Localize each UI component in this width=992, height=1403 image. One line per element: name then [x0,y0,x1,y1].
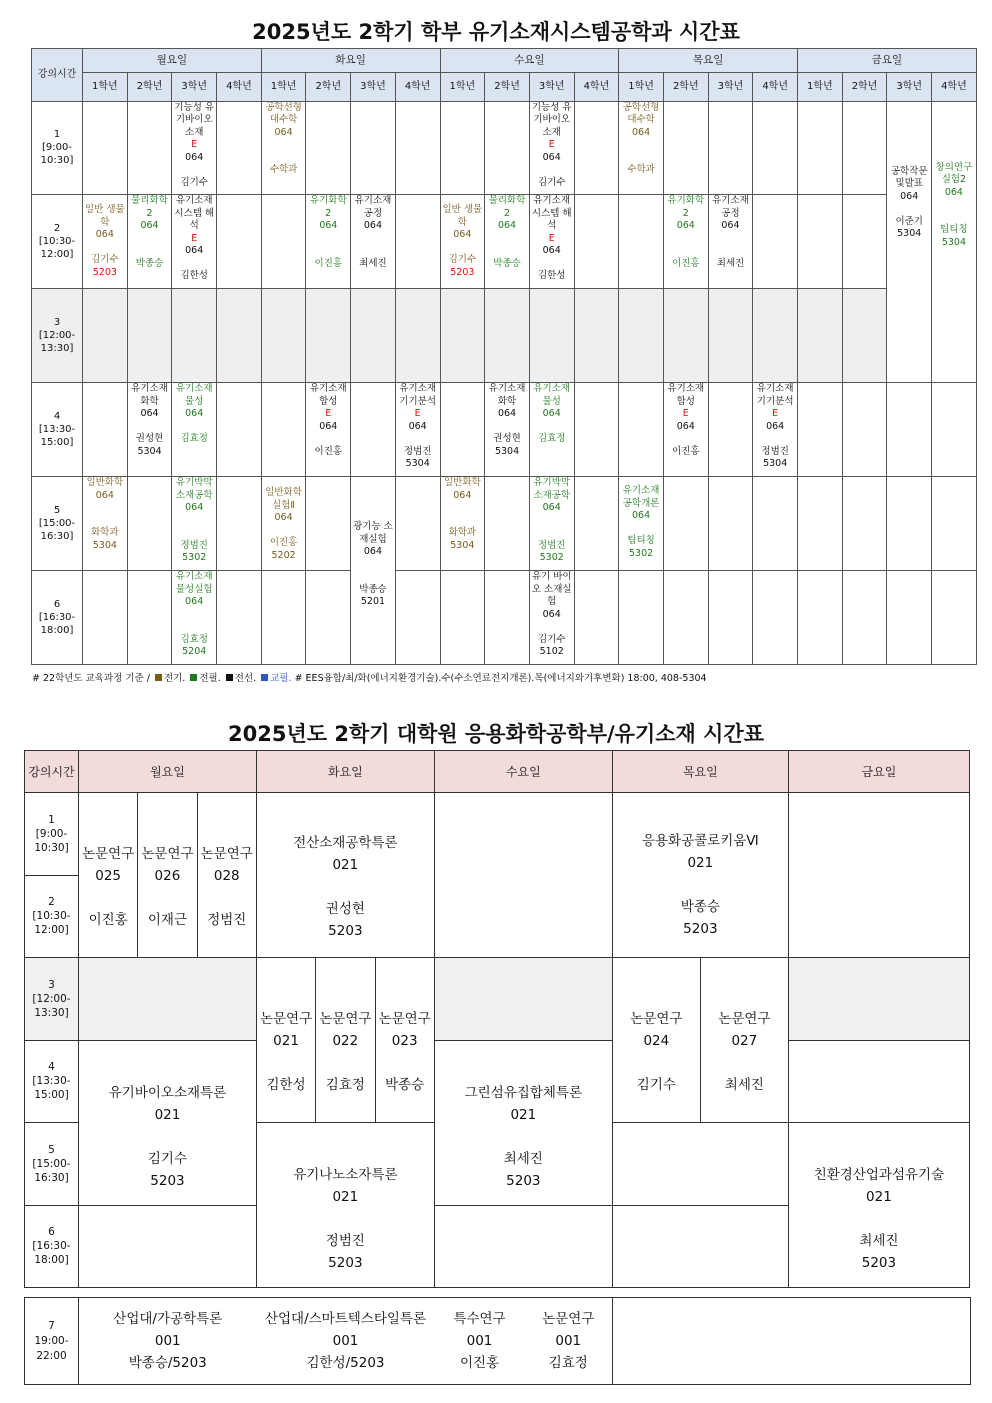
course-cell[interactable]: 논문연구 027 최세진 [700,958,788,1123]
course-cell[interactable]: 공학선형 대수학 064 수학과 [261,101,306,195]
year-2-header: 2학년 [485,73,530,101]
course-cell[interactable]: 논문연구 026 이재근 [138,793,197,958]
course-cell[interactable]: 유기소재 시스템 해석 E 064 김한성 [529,195,574,289]
day-header-wed: 수요일 [440,49,619,73]
period-5-label: 5 [15:00-16:30] [32,477,83,571]
course-cell[interactable]: 유기소재 합성 E 064 이진홍 [663,383,708,477]
course-cell[interactable]: 유기나노소자특론 021 정범진 5203 [256,1123,434,1288]
period-3-label: 3 [12:00-13:30] [25,958,79,1040]
day-header-thu: 목요일 [619,49,798,73]
time-header: 강의시간 [32,49,83,102]
course-cell[interactable]: 그린섬유집합체특론 021 최세진 5203 [434,1040,612,1205]
course-cell[interactable]: 논문연구 025 이진홍 [79,793,138,958]
year-1-header: 1학년 [440,73,485,101]
course-cell[interactable]: 논문연구 001 김효정 [525,1298,613,1385]
course-cell[interactable]: 유기화학 2 064 이진홍 [306,195,351,289]
year-2-header: 2학년 [306,73,351,101]
course-cell[interactable]: 유기소재 물성 064 김효정 [172,383,217,477]
course-cell[interactable]: 산업대/가공학특론 001 박종승/5203 [79,1298,257,1385]
year-1-header: 1학년 [798,73,843,101]
legend-note: # 22학년도 교육과정 기준 / 전기. 전필. 전선. 교필. # EES융합/최/화(에너지환경기술).수(수소연료전지개론).목(에너지와기후변화) 18:00, 408-5304 [32,673,707,684]
course-cell[interactable]: 유기소재 기기분석 E 064 정범진 5304 [753,383,798,477]
year-4-header: 4학년 [574,73,619,101]
course-cell[interactable]: 유기소재 시스템 해석 E 064 김한성 [172,195,217,289]
course-cell[interactable]: 논문연구 023 박종승 [375,958,434,1123]
course-cell[interactable]: 광기능 소재실험 064 박종승 5201 [351,477,396,665]
year-4-header: 4학년 [217,73,262,101]
course-cell[interactable]: 공학선형 대수학 064 수학과 [619,101,664,195]
course-cell[interactable]: 논문연구 021 김한성 [256,958,315,1123]
period-7-label: 7 19:00-22:00 [25,1298,79,1385]
course-cell[interactable]: 유기소재 공정 064 최세진 [351,195,396,289]
grad-title: 2025년도 2학기 대학원 응용화학공학부/유기소재 시간표 [228,722,764,746]
course-cell[interactable]: 창의연구 실험2 064 팀티칭 5304 [932,101,977,383]
year-2-header: 2학년 [663,73,708,101]
course-cell[interactable]: 특수연구 001 이진홍 [435,1298,525,1385]
period-1-label: 1 [9:00-10:30] [32,101,83,195]
day-header-tue: 화요일 [256,751,434,793]
year-3-header: 3학년 [887,73,932,101]
course-cell[interactable]: 친환경산업과섬유기술 021 최세진 5203 [788,1123,969,1288]
course-cell[interactable]: 유기소재 기기분석 E 064 정범진 5304 [395,383,440,477]
day-header-fri: 금요일 [798,49,977,73]
year-3-header: 3학년 [708,73,753,101]
time-header: 강의시간 [25,751,79,793]
course-cell[interactable]: 물리화학 2 064 박종승 [485,195,530,289]
course-cell[interactable]: 유기소재 공정 064 최세진 [708,195,753,289]
course-cell[interactable]: 공학작문 및발표 064 이준기 5304 [887,101,932,383]
legend-swatch [190,674,197,681]
year-1-header: 1학년 [261,73,306,101]
day-header-mon: 월요일 [83,49,262,73]
period-6-label: 6 [16:30-18:00] [32,571,83,665]
undergrad-timetable [31,48,977,665]
day-header-mon: 월요일 [79,751,257,793]
legend-swatch [155,674,162,681]
course-cell[interactable]: 유기소재 물성실험 064 김효정 5204 [172,571,217,665]
day-header-tue: 화요일 [261,49,440,73]
year-2-header: 2학년 [842,73,887,101]
undergrad-title: 2025년도 2학기 학부 유기소재시스템공학과 시간표 [252,20,740,44]
course-cell[interactable]: 유기소재 화학 064 권성현 5304 [127,383,172,477]
course-cell[interactable]: 유기박막 소재공학 064 정범진 5302 [172,477,217,571]
period-6-label: 6 [16:30-18:00] [25,1205,79,1288]
course-cell[interactable]: 유기소재 공학개론 064 팀티칭 5302 [619,477,664,571]
period-1-label: 1 [9:00-10:30] [25,793,79,875]
period-4-label: 4 [13:30-15:00] [25,1040,79,1122]
course-cell[interactable]: 유기화학 2 064 이진홍 [663,195,708,289]
period-3-label: 3 [12:00-13:30] [32,289,83,383]
course-cell[interactable]: 일반화학 064 화학과 5304 [440,477,485,571]
year-2-header: 2학년 [127,73,172,101]
year-4-header: 4학년 [395,73,440,101]
year-4-header: 4학년 [753,73,798,101]
grad-timetable [24,750,970,1288]
legend-swatch [226,674,233,681]
course-cell[interactable]: 유기바이오소재특론 021 김기수 5203 [79,1040,257,1205]
year-1-header: 1학년 [619,73,664,101]
period-4-label: 4 [13:30-15:00] [32,383,83,477]
course-cell[interactable]: 유기박막 소재공학 064 정범진 5302 [529,477,574,571]
year-3-header: 3학년 [172,73,217,101]
course-cell[interactable]: 물리화학 2 064 박종승 [127,195,172,289]
course-cell[interactable]: 일반화학 064 화학과 5304 [83,477,128,571]
period-2-label: 2 [10:30-12:00] [32,195,83,289]
period-2-label: 2 [10:30-12:00] [25,875,79,957]
day-header-fri: 금요일 [788,751,969,793]
course-cell[interactable]: 일반 생물학 064 김기수 5203 [440,195,485,289]
course-cell[interactable]: 유기소재 물성 064 김효정 [529,383,574,477]
day-header-wed: 수요일 [434,751,612,793]
year-1-header: 1학년 [83,73,128,101]
course-cell[interactable]: 유기소재 화학 064 권성현 5304 [485,383,530,477]
course-cell[interactable]: 유기소재 합성 E 064 이진홍 [306,383,351,477]
course-cell[interactable]: 산업대/스마트텍스타일특론 001 김한성/5203 [257,1298,435,1385]
course-cell[interactable]: 논문연구 022 김효정 [316,958,375,1123]
course-cell[interactable]: 논문연구 028 정범진 [197,793,256,958]
year-3-header: 3학년 [351,73,396,101]
course-cell[interactable]: 일반화학 실험Ⅱ 064 이진홍 5202 [261,477,306,571]
day-header-thu: 목요일 [612,751,788,793]
course-cell[interactable]: 기능성 유기바이오 소재 E 064 김기수 [172,101,217,195]
year-4-header: 4학년 [932,73,977,101]
legend-swatch [261,674,268,681]
course-cell[interactable]: 유기 바이오 소재실험 064 김기수 5102 [529,571,574,665]
course-cell[interactable]: 논문연구 024 김기수 [612,958,700,1123]
course-cell[interactable]: 일반 생물학 064 김기수 5203 [83,195,128,289]
course-cell[interactable]: 전산소재공학특론 021 권성현 5203 [256,793,434,958]
period-5-label: 5 [15:00-16:30] [25,1123,79,1205]
year-3-header: 3학년 [529,73,574,101]
course-cell[interactable]: 응용화공콜로키움Ⅵ 021 박종승 5203 [612,793,788,958]
evening-timetable [24,1297,971,1385]
course-cell[interactable]: 기능성 유기바이오 소재 E 064 김기수 [529,101,574,195]
